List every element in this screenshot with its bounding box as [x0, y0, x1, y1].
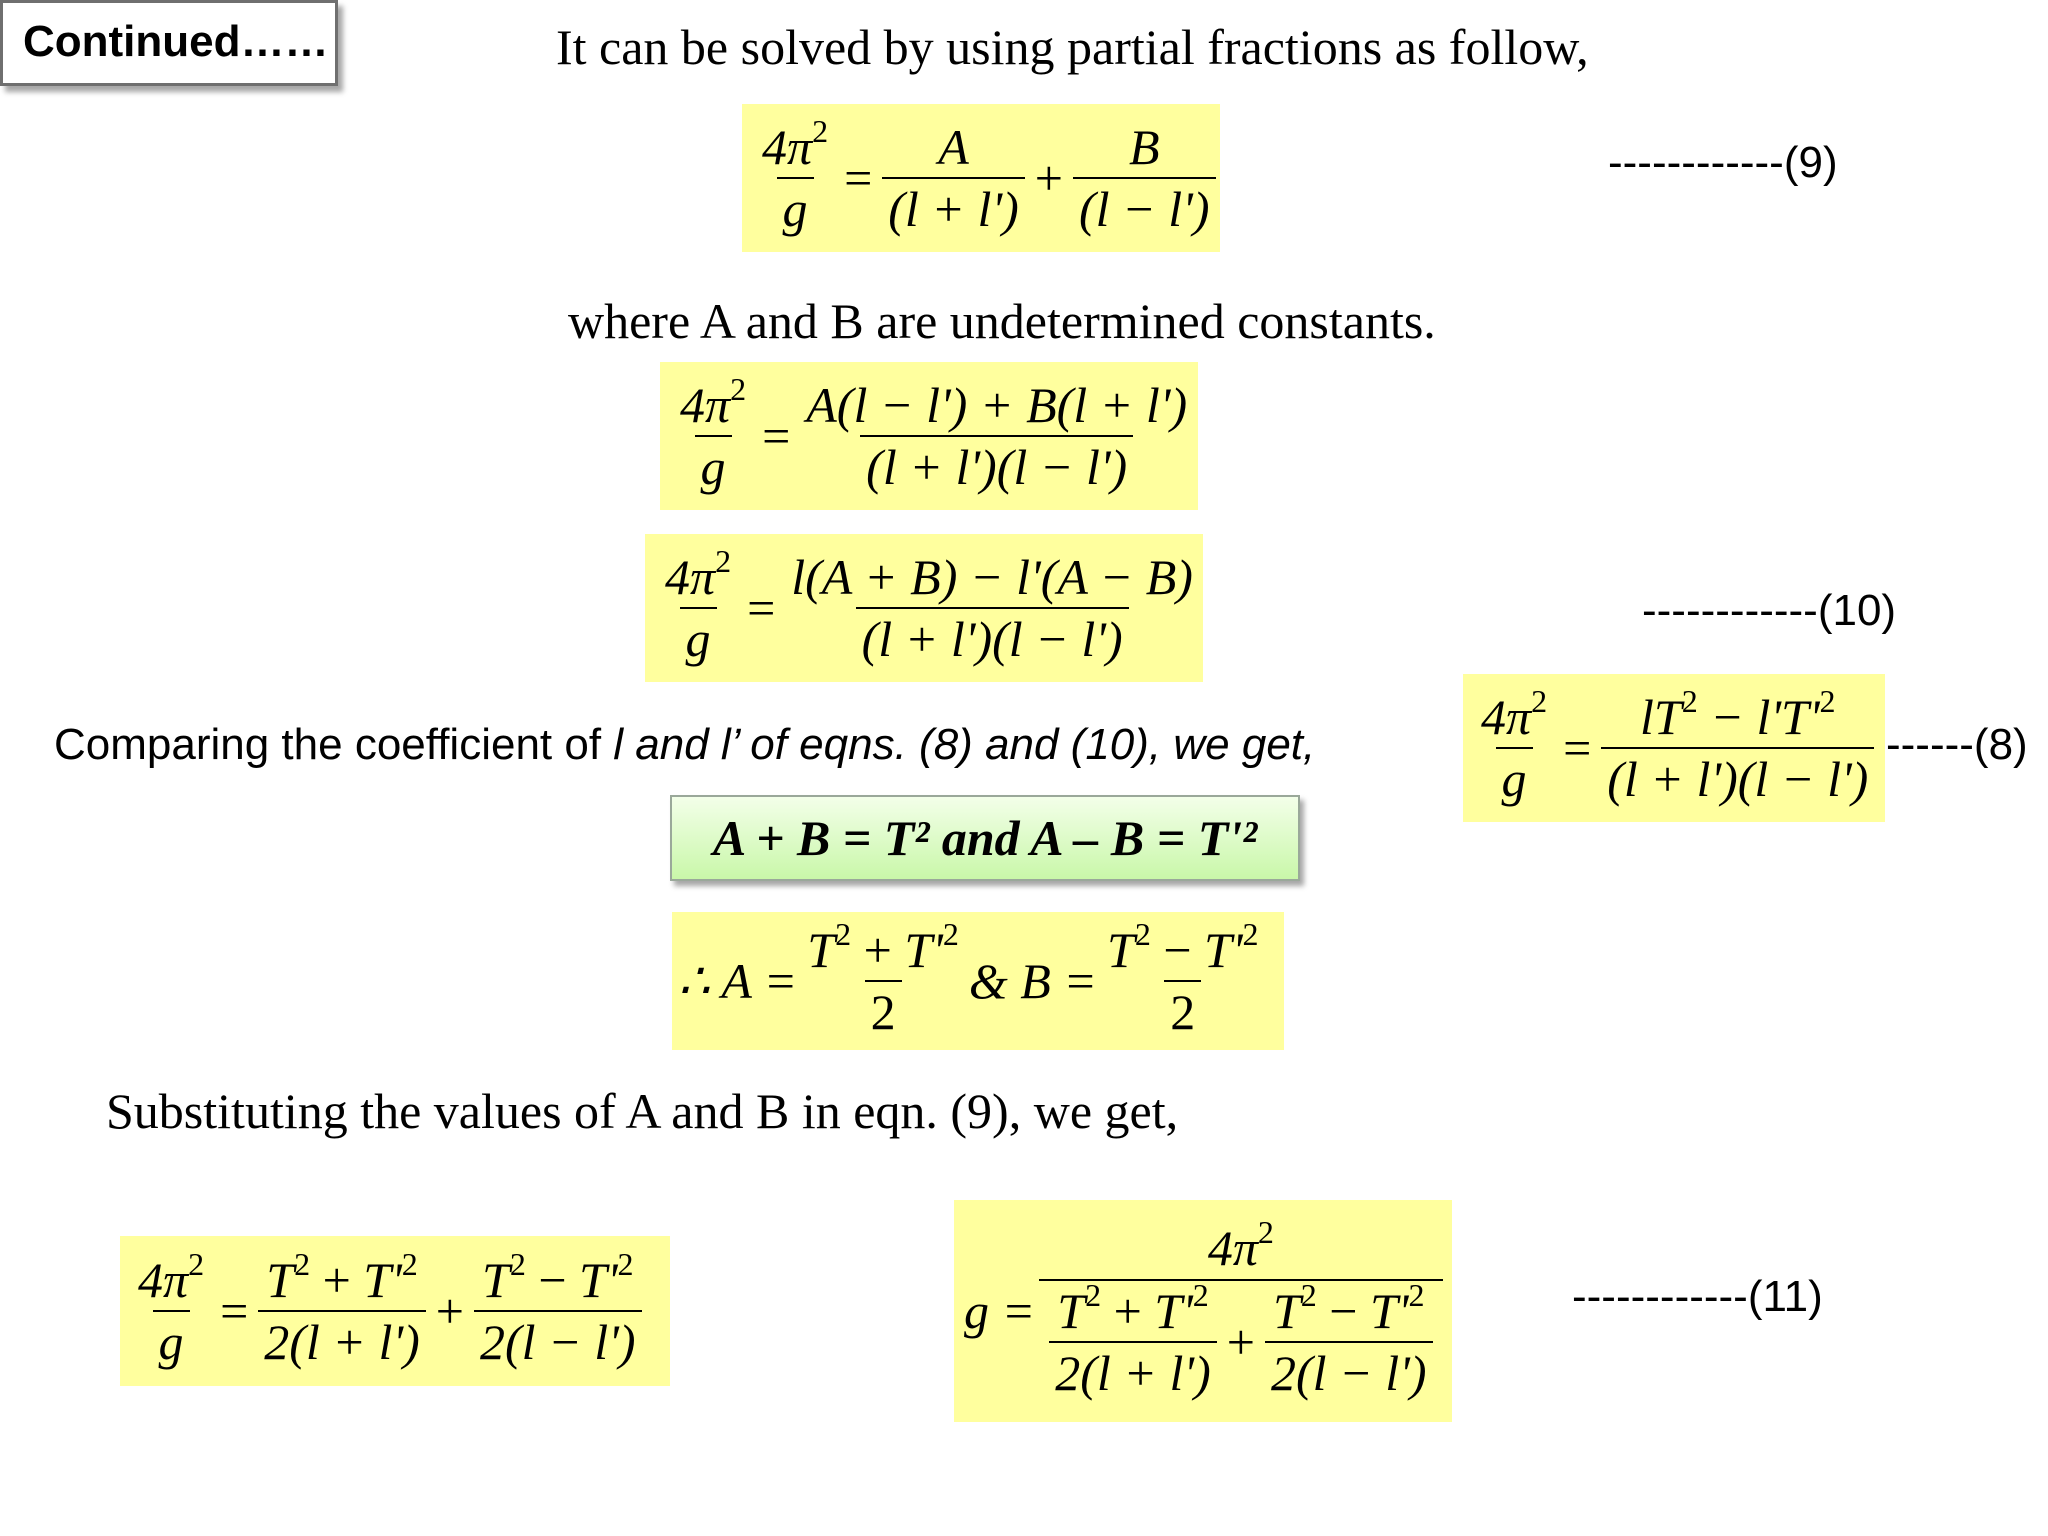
sub-term-b: $\frac{T^2 - T'^2}{2(l - l')}$: [474, 1254, 642, 1369]
label-eq11: ------------(11): [1572, 1272, 1823, 1321]
comparing-text: [54, 720, 1315, 770]
equation-11-box: [954, 1200, 1452, 1422]
eq10-equals: =: [747, 580, 776, 636]
eq9-term-b: $\frac{B}{(l - l')}$: [1073, 121, 1216, 236]
eq11-plus: +: [1226, 1314, 1255, 1370]
eq11-g-equals: g =: [964, 1283, 1036, 1339]
amp-b: & B =: [968, 953, 1098, 1009]
eq8-lhs: $\frac{4\pi^2}{g}$: [1481, 682, 1548, 807]
equation-10-box: [645, 534, 1203, 682]
eq9-plus: +: [1034, 150, 1063, 206]
sub-lhs: $\frac{4\pi^2}{g}$: [138, 1245, 205, 1370]
a-value: $\frac{T^2 + T'^2}{2}$: [807, 915, 959, 1040]
eq8-equals: =: [1563, 720, 1592, 776]
continued-title: Continued……: [23, 17, 329, 66]
sub-equals: =: [220, 1283, 249, 1339]
sub-term-a: $\frac{T^2 + T'^2}{2(l + l')}$: [258, 1254, 426, 1369]
label-eq9: ------------(9): [1608, 138, 1838, 187]
continued-header-box: [0, 0, 338, 86]
equation-9-box: [742, 104, 1220, 252]
eq9-equals: =: [844, 150, 873, 206]
sub-plus: +: [435, 1283, 464, 1339]
equation-combined-box: [660, 362, 1198, 510]
combined-equals: =: [762, 408, 791, 464]
comparing-prefix: Comparing the coefficient of: [54, 720, 614, 769]
eq10-rhs: $\frac{l(A + B) - l'(A - B)}{(l + l')(l - l')}$: [791, 548, 1193, 667]
therefore-a: ∴ A =: [678, 953, 798, 1009]
eq9-lhs: $\frac{4\pi^2}{g}$: [762, 112, 829, 237]
b-value: $\frac{T^2 - T'^2}{2}$: [1107, 915, 1259, 1040]
combined-rhs: $\frac{A(l - l') + B(l + l')}{(l + l')(l - l')}$: [806, 376, 1188, 495]
combined-lhs: $\frac{4\pi^2}{g}$: [680, 370, 747, 495]
green-equation-box: [670, 795, 1300, 881]
label-eq10: ------------(10): [1642, 586, 1897, 635]
label-eq8: ------(8): [1886, 720, 2028, 769]
intro-text: It can be solved by using partial fractions as follow,: [556, 19, 1589, 75]
eq9-term-a: $\frac{A}{(l + l')}$: [882, 121, 1025, 236]
eq8-rhs: $\frac{lT^2 - l'T'^2}{(l + l')(l - l')}$: [1601, 691, 1874, 806]
eq11-big-fraction: $4\pi^2$ $\frac{T^2 + T'^2}{2(l + l')}$ + $\frac{T^2 - T'^2}{2(l - l')}$: [1039, 1222, 1442, 1400]
eq11-term-b: $\frac{T^2 - T'^2}{2(l - l')}$: [1265, 1285, 1433, 1400]
where-text: where A and B are undetermined constants.: [568, 293, 1436, 349]
equation-ab-box: [672, 912, 1284, 1050]
eq11-term-a: $\frac{T^2 + T'^2}{2(l + l')}$: [1049, 1285, 1217, 1400]
substituting-text: Substituting the values of A and B in eqn. (9), we get,: [106, 1083, 1179, 1139]
eq10-lhs: $\frac{4\pi^2}{g}$: [665, 542, 732, 667]
equation-substituted-box: [120, 1236, 670, 1386]
equation-8-box: [1463, 674, 1885, 822]
comparing-italic: l and l’ of eqns. (8) and (10), we get,: [613, 720, 1316, 769]
green-equation: A + B = T² and A – B = T'²: [712, 810, 1258, 866]
